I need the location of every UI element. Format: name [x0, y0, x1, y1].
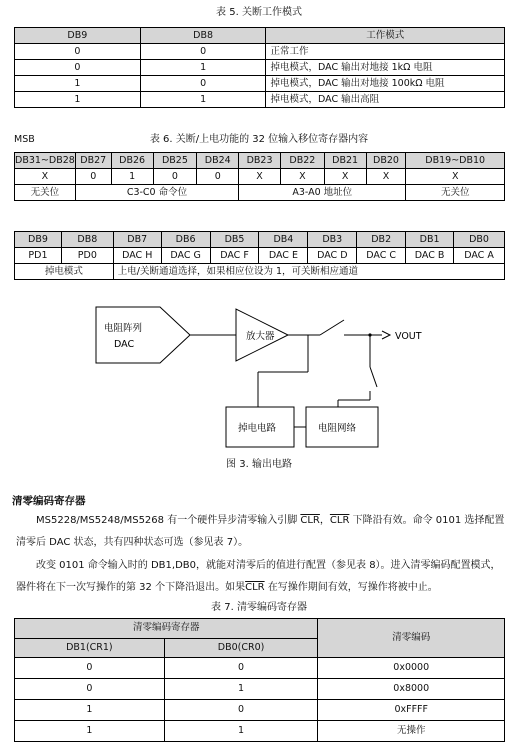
table-header-cell: DB1(CR1) [15, 638, 165, 658]
table-header-cell: DB6 [161, 232, 210, 248]
table5 [14, 27, 505, 108]
dac-block [96, 307, 190, 363]
table5-caption: 表 5. 关断工作模式 [216, 7, 302, 18]
table5-header-mode: 工作模式 [266, 28, 505, 44]
paragraph-text: 改变 0101 命令输入时的 DB1,DB0，就能对清零后的值进行配置（参见表 8）。进入清零编码配置模式，器件将在下一次写操作的第 32 个下降沿退出。如果 [16, 560, 501, 593]
table-cell: A3-A0 地址位 [239, 185, 406, 201]
table-cell: 1 [15, 76, 141, 92]
table-row [15, 44, 505, 60]
table-header-cell: DB7 [113, 232, 161, 248]
resistor-network-label: 电阻网络 [318, 423, 357, 434]
table-cell: 0 [140, 76, 266, 92]
table-header-cell: DB21 [324, 153, 366, 169]
table-cell: 上电/关断通道选择，如果相应位设为 1，可关断相应通道 [113, 264, 504, 280]
table-header-cell: DB20 [366, 153, 406, 169]
clr-signal: $\overline{CLR}$ [245, 582, 265, 593]
output-switch [320, 320, 344, 335]
table-cell: 正常工作 [266, 44, 505, 60]
table-header-cell: DB1 [406, 232, 454, 248]
table-header-cell: DB2 [357, 232, 406, 248]
table-header-cell: DB23 [239, 153, 281, 169]
paragraph-text: MS5228/MS5248/MS5268 有一个硬件异步清零输入引脚 [36, 515, 301, 526]
table-cell: DAC H [113, 248, 161, 264]
table-cell: X [15, 169, 76, 185]
table-cell: X [239, 169, 281, 185]
msb-label: MSB [14, 134, 35, 145]
table-cell: 1 [15, 721, 165, 742]
table-cell: 无操作 [318, 721, 505, 742]
table6-header-row [15, 153, 505, 169]
table-cell: DAC E [259, 248, 308, 264]
table-row [15, 264, 505, 280]
junction-dot [368, 333, 371, 336]
table-cell: 0 [153, 169, 197, 185]
table7-header-row [15, 619, 505, 639]
table-row [15, 60, 505, 76]
table-row [15, 700, 505, 721]
table-cell: 1 [140, 92, 266, 108]
table-row [15, 721, 505, 742]
table-cell: 0x0000 [318, 658, 505, 679]
table-row [15, 185, 505, 201]
output-circuit-diagram [0, 295, 518, 475]
table7 [14, 618, 505, 742]
table-cell: 1 [15, 700, 165, 721]
paragraph-text: ， [319, 515, 330, 526]
table-cell: 0 [164, 700, 318, 721]
table-cell: X [324, 169, 366, 185]
table-cell: 1 [140, 60, 266, 76]
table-row [15, 658, 505, 679]
table-row [15, 169, 505, 185]
table7-caption: 表 7. 清零编码寄存器 [211, 602, 307, 613]
table-cell: 无关位 [406, 185, 505, 201]
table-header-cell: DB31~DB28 [15, 153, 76, 169]
table5-header-db9: DB9 [15, 28, 141, 44]
table-cell: DAC G [161, 248, 210, 264]
network-switch [370, 367, 377, 387]
table-cell: 1 [164, 679, 318, 700]
section-title: 清零编码寄存器 [12, 495, 86, 507]
table5-header-db8: DB8 [140, 28, 266, 44]
table-header-cell: DB24 [197, 153, 239, 169]
dac-label-sub: DAC [114, 339, 135, 350]
amplifier-label: 放大器 [246, 331, 275, 342]
table-header-cell: DB19~DB10 [406, 153, 505, 169]
power-down-circuit-label: 掉电电路 [238, 423, 277, 434]
table-cell: 0 [140, 44, 266, 60]
table-cell: 1 [164, 721, 318, 742]
table-header-cell: DB26 [111, 153, 153, 169]
table6b-header-row [15, 232, 505, 248]
dac-label: 电阻阵列 [104, 323, 143, 334]
paragraph-text: 下降沿有效。命令 0101 选择配置清零后 DAC 状态，共有四种状态可选（参见表 7）。 [16, 515, 505, 548]
table-row [15, 248, 505, 264]
table-header-cell: DB5 [210, 232, 259, 248]
table-cell: 0xFFFF [318, 700, 505, 721]
table-row [15, 679, 505, 700]
figure3-caption: 图 3. 输出电路 [226, 459, 292, 470]
table-cell: 掉电模式，DAC 输出高阻 [266, 92, 505, 108]
table-cell: 0 [15, 679, 165, 700]
table-cell: 0 [75, 169, 111, 185]
table6b [14, 231, 505, 280]
clr-signal: $\overline{CLR}$ [329, 515, 350, 526]
table6 [14, 152, 505, 201]
table-cell: 0 [164, 658, 318, 679]
table6-caption: 表 6. 关断/上电功能的 32 位输入移位寄存器内容 [149, 134, 369, 145]
table-row [15, 92, 505, 108]
table-cell: 0 [15, 44, 141, 60]
table-cell: 0 [15, 658, 165, 679]
table-cell: X [406, 169, 505, 185]
table-header-cell: DB9 [15, 232, 62, 248]
paragraph-2 [16, 555, 506, 599]
table-cell: PD1 [15, 248, 62, 264]
table7-result-header: 清零编码 [318, 619, 505, 658]
table-cell: 0 [197, 169, 239, 185]
table-cell: DAC C [357, 248, 406, 264]
table-cell: X [280, 169, 324, 185]
table-cell: PD0 [61, 248, 113, 264]
table-row [15, 76, 505, 92]
table-cell: DAC D [308, 248, 357, 264]
vout-label: VOUT [395, 331, 422, 342]
paragraph-1 [16, 510, 506, 554]
table-cell: 1 [15, 92, 141, 108]
table-header-cell: DB4 [259, 232, 308, 248]
table-cell: 0x8000 [318, 679, 505, 700]
table-header-cell: DB22 [280, 153, 324, 169]
table-cell: 掉电模式，DAC 输出对地接 1kΩ 电阻 [266, 60, 505, 76]
table-cell: 1 [111, 169, 153, 185]
table-cell: 掉电模式，DAC 输出对地接 100kΩ 电阻 [266, 76, 505, 92]
table7-group-header: 清零编码寄存器 [15, 619, 318, 639]
table-header-cell: DB25 [153, 153, 197, 169]
table-header-cell: DB3 [308, 232, 357, 248]
table5-header-row [15, 28, 505, 44]
table-cell: DAC F [210, 248, 259, 264]
table-cell: 掉电模式 [15, 264, 114, 280]
table-cell: DAC A [454, 248, 505, 264]
table-cell: 0 [15, 60, 141, 76]
vout-arrow-icon [382, 331, 390, 339]
table-header-cell: DB0(CR0) [164, 638, 318, 658]
table-cell: C3-C0 命令位 [75, 185, 238, 201]
clr-signal: $\overline{CLR}$ [300, 515, 320, 526]
paragraph-text: 在写操作期间有效，写操作将被中止。 [264, 582, 438, 593]
table-header-cell: DB8 [61, 232, 113, 248]
table-cell: DAC B [406, 248, 454, 264]
table-header-cell: DB0 [454, 232, 505, 248]
table-header-cell: DB27 [75, 153, 111, 169]
table-cell: 无关位 [15, 185, 76, 201]
table-cell: X [366, 169, 406, 185]
